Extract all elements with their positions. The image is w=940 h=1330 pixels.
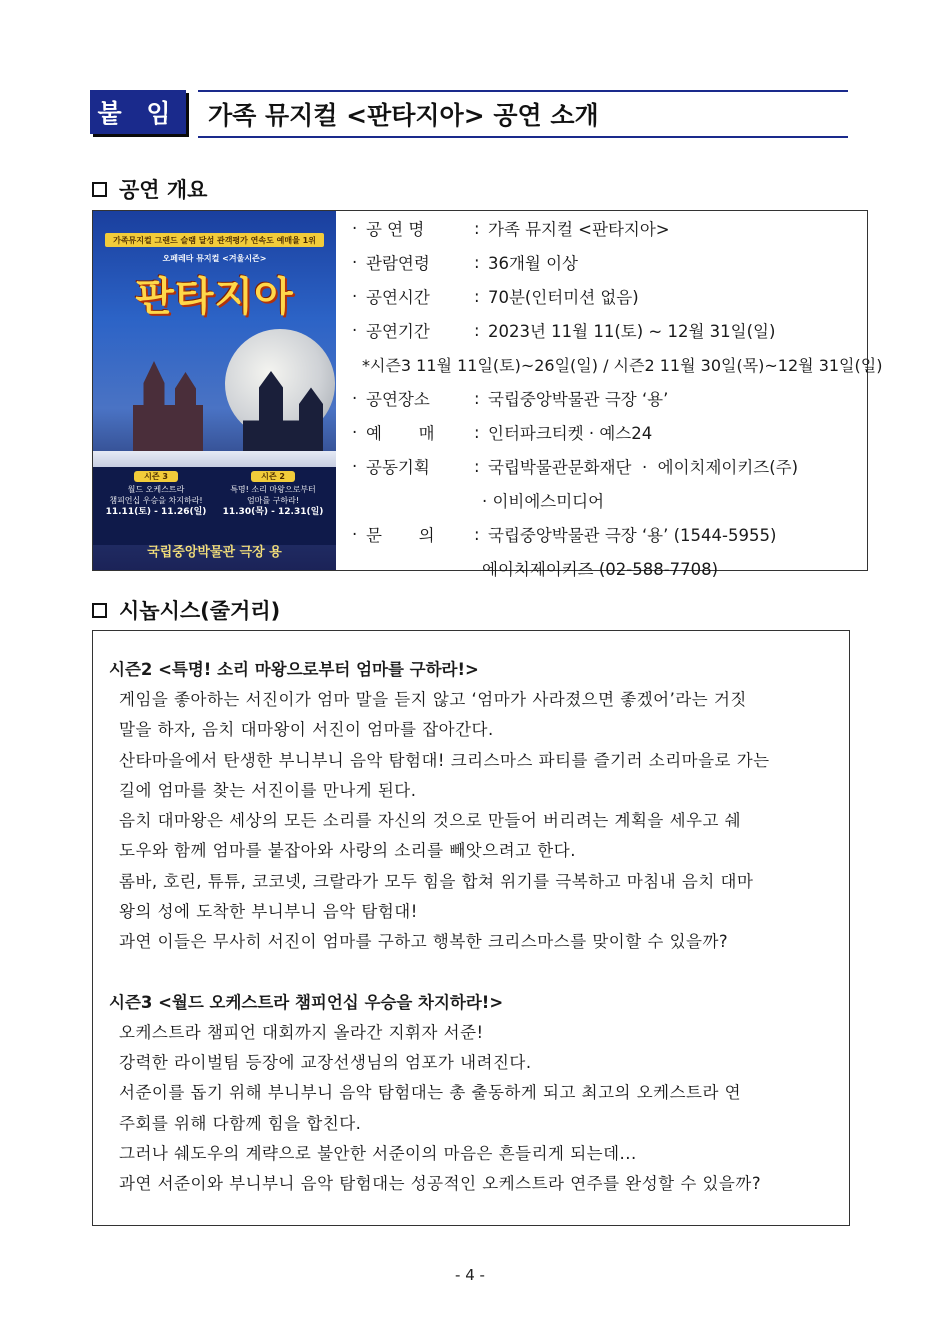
poster-cell [93, 211, 336, 570]
synopsis-line: 주회를 위해 다함께 힘을 합친다. [119, 1113, 362, 1133]
synopsis-line: 과연 이들은 무사히 서진이 엄마를 구하고 행복한 크리스마스를 맞이할 수 있을까? [119, 932, 729, 952]
synopsis-line: 게임을 좋아하는 서진이가 엄마 말을 듣지 않고 ‘엄마가 사라졌으면 좋겠어’라는 거짓 [119, 690, 747, 709]
synopsis-line: 강력한 라이벌팀 등장에 교장선생님의 엄포가 내려진다. [119, 1052, 532, 1072]
detail-row-booking: · 예 매 : 인터파크티켓 · 예스24 [352, 422, 653, 443]
overview-table [92, 210, 883, 579]
checkbox-square-icon [92, 182, 107, 197]
detail-inquiry-continued: 에이치제이키즈 (02-588-7708) [482, 560, 719, 579]
attachment-tag: 붙 임 [90, 90, 186, 134]
spacer [109, 958, 831, 988]
season2-heading: 시즌2 <특명! 소리 마왕으로부터 엄마를 구하라!> [109, 660, 479, 679]
document-title: 가족 뮤지컬 <판타지아> 공연 소개 [198, 90, 848, 138]
poster-season2: 시즌 2 특명! 소리 마왕으로부터 엄마를 구하라! 11.30(목) - 12.31(일) [222, 472, 324, 517]
poster-banner: 가족뮤지컬 그랜드 슬램 달성 관객평가 연속도 예매율 1위 [105, 233, 324, 247]
synopsis-box [92, 630, 850, 1226]
synopsis-line: 그러나 쉐도우의 계략으로 불안한 서준이의 마음은 흔들리게 되는데... [119, 1143, 637, 1163]
synopsis-line: 길에 엄마를 찾는 서진이를 만나게 된다. [119, 780, 417, 800]
detail-row-venue: · 공연장소 : 국립중앙박물관 극장 ‘용’ [352, 388, 669, 409]
synopsis-line: 음치 대마왕은 세상의 모든 소리를 자신의 것으로 만들어 버리려는 계획을 세우고 쉐 [119, 811, 742, 831]
detail-row-age: · 관람연령 : 36개월 이상 [352, 252, 578, 273]
poster-subtitle: 오페레타 뮤지컬 <겨울시즌> [162, 254, 267, 263]
checkbox-square-icon [92, 603, 107, 618]
season3-heading: 시즌3 <월드 오케스트라 챔피언십 우승을 차지하라!> [109, 992, 504, 1012]
detail-row-inquiry: · 문 의 : 국립중앙박물관 극장 ‘용’ (1544-5955) [352, 524, 777, 545]
synopsis-line: 롬바, 호린, 튜튜, 코코넷, 크랄라가 모두 힘을 합쳐 위기를 극복하고 마침내 음치 대마 [119, 871, 754, 891]
synopsis-line: 왕의 성에 도착한 부니부니 음악 탐험대! [119, 902, 418, 922]
synopsis-line: 말을 하자, 음치 대마왕이 서진이 엄마를 잡아간다. [119, 720, 494, 740]
detail-row-title: · 공 연 명 : 가족 뮤지컬 <판타지아> [352, 218, 670, 239]
synopsis-line: 도우와 함께 엄마를 붙잡아와 사랑의 소리를 빼앗으려고 한다. [119, 841, 576, 861]
poster-footer: 국립중앙박물관 극장 용 [147, 545, 282, 560]
synopsis-section-title: 시놉시스(줄거리) [92, 595, 280, 625]
synopsis-line: 산타마을에서 탄생한 부니부니 음악 탐험대! 크리스마스 파티를 즐기러 소리마을로 가는 [119, 750, 770, 770]
poster-season3: 시즌 3 월드 오케스트라 챔피언십 우승을 차지하라! 11.11(토) - 11.26(일) [105, 472, 207, 517]
overview-section-title: 공연 개요 [92, 174, 207, 204]
page-number: - 4 - [455, 1266, 485, 1284]
detail-planning-continued: · 이비에스미디어 [482, 492, 605, 511]
synopsis-line: 서준이를 돕기 위해 부니부니 음악 탐험대는 총 출동하게 되고 최고의 오케스트라 연 [119, 1083, 742, 1103]
document-header [90, 90, 848, 136]
detail-row-planning: · 공동기획 : 국립박물관문화재단 · 에이치제이키즈(주) [352, 456, 799, 477]
detail-season-note: *시즌3 11월 11일(토)~26일(일) / 시즌2 11월 30일(목)~12월 31일(일) [362, 355, 883, 375]
poster-image [93, 211, 336, 570]
detail-row-duration: · 공연시간 : 70분(인터미션 없음) [352, 286, 639, 307]
detail-row-period: · 공연기간 : 2023년 11월 11(토) ~ 12월 31일(일) [352, 320, 776, 341]
overview-details [336, 211, 883, 579]
synopsis-line: 과연 서준이와 부니부니 음악 탐험대는 성공적인 오케스트라 연주를 완성할 수 있을까? [119, 1174, 762, 1194]
synopsis-line: 오케스트라 챔피언 대회까지 올라간 지휘자 서준! [119, 1022, 484, 1042]
poster-logo: 판타지아 [135, 274, 294, 320]
